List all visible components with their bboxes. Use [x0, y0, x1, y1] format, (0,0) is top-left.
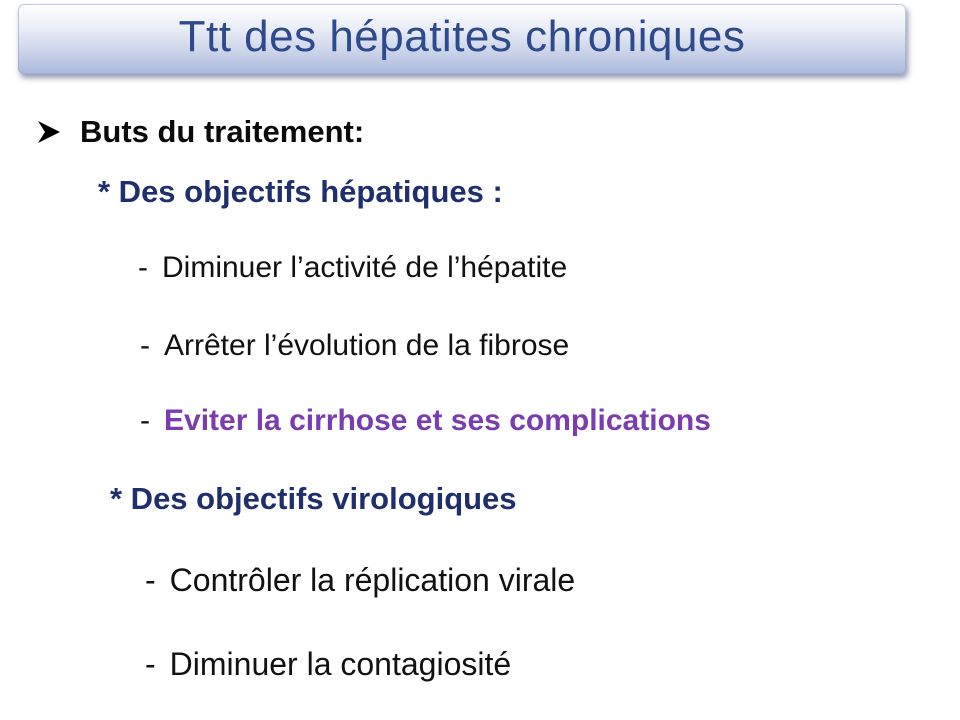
- list-item: [145, 564, 575, 596]
- main-bullet: [36, 116, 364, 147]
- list-dash: -: [145, 562, 156, 598]
- list-item-text: Diminuer l’activité de l’hépatite: [162, 251, 568, 284]
- slide-title: Ttt des hépatites chroniques: [178, 12, 746, 61]
- section-heading-hepatic: * Des objectifs hépatiques :: [98, 174, 503, 209]
- list-item: [140, 406, 711, 436]
- main-bullet-label: Buts du traitement:: [80, 114, 365, 149]
- list-item: [145, 648, 511, 680]
- list-dash: -: [140, 404, 150, 437]
- section-heading-virologic: * Des objectifs virologiques: [110, 481, 517, 516]
- list-dash: -: [138, 251, 148, 284]
- list-item-text-highlighted: Eviter la cirrhose et ses complications: [164, 404, 711, 437]
- list-item-text: Diminuer la contagiosité: [169, 646, 512, 682]
- list-item-text: Arrêter l’évolution de la fibrose: [164, 329, 570, 362]
- list-dash: -: [145, 646, 156, 682]
- list-dash: -: [140, 329, 150, 362]
- list-item: [140, 331, 569, 361]
- list-item: [138, 253, 567, 283]
- slide-title-banner: [18, 4, 906, 74]
- list-item-text: Contrôler la réplication virale: [169, 562, 576, 598]
- arrow-right-bullet-icon: [36, 119, 62, 145]
